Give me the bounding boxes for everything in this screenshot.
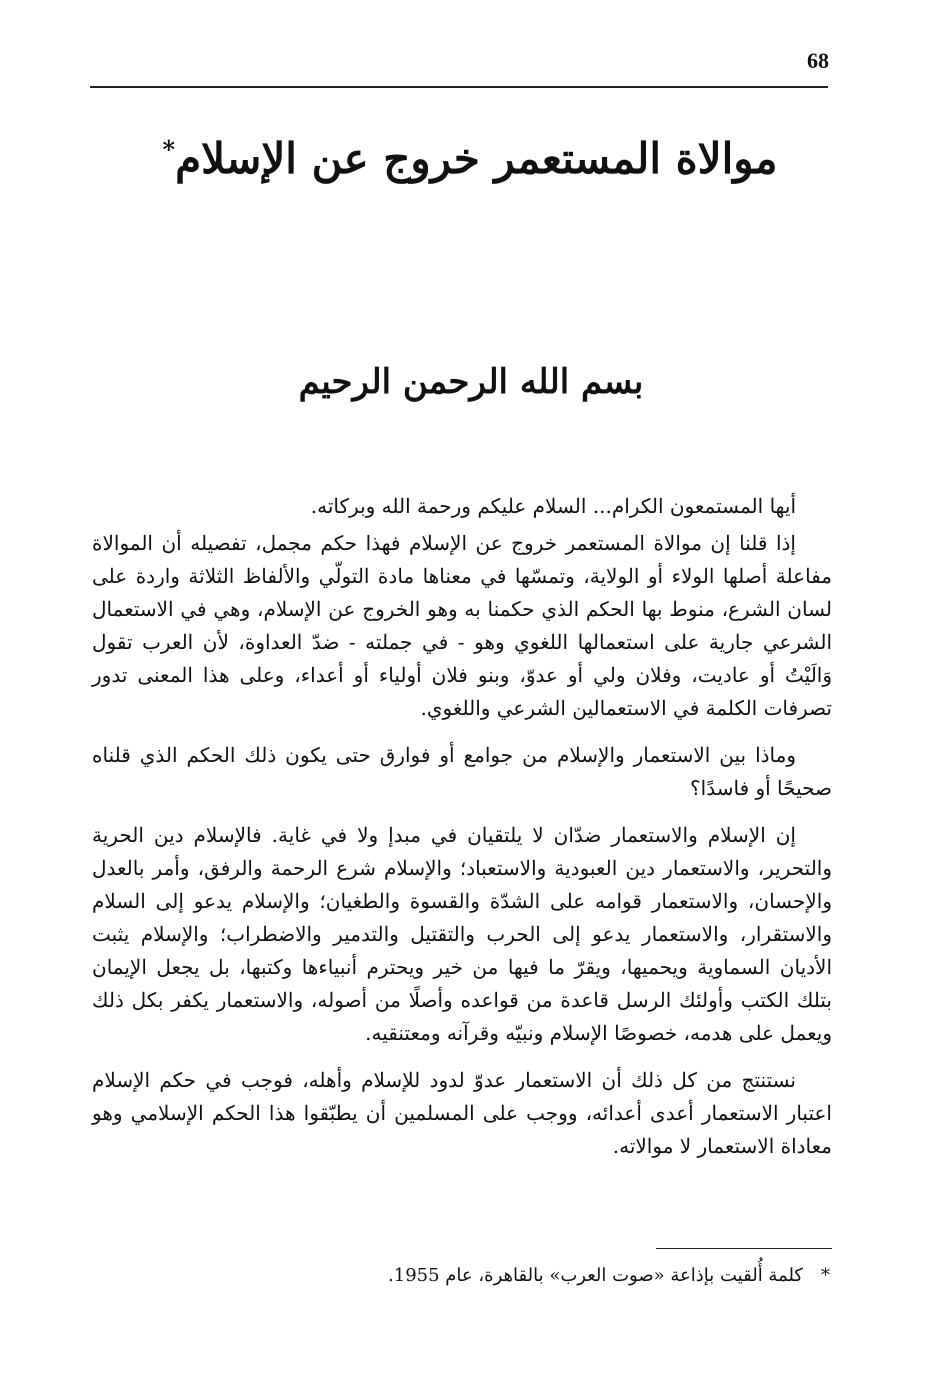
footnote bbox=[340, 1262, 830, 1290]
footnote-text: كلمة أُلقيت بإذاعة «صوت العرب» بالقاهرة، عام 1955. bbox=[388, 1265, 803, 1286]
footnote-rule bbox=[656, 1248, 832, 1249]
title-footnote-mark: * bbox=[162, 135, 176, 164]
header-rule bbox=[90, 86, 828, 88]
page-title bbox=[140, 120, 800, 189]
paragraph-contrast: إن الإسلام والاستعمار ضدّان لا يلتقيان في مبدإ ولا في غاية. فالإسلام دين الحرية والتحرير، والاستعمار دين العبودية والاستعباد؛ والإسلام شرع الرحمة والرفق، وأمر بالعدل والإحسان، والاستعمار قوامه على الشدّة والقسوة والطغيان؛ والإسلام يدعو إلى السلام والاستقرار، والاستعمار يدعو إلى الحرب والتقتيل والتدمير والاضطراب؛ والإسلام يثبت الأديان السماوية ويحميها، ويقرّ ما فيها من خير ويحترم أنبياءها وكتبها، بل يجعل الإيمان بتلك الكتب وأولئك الرسل قاعدة من قواعده وأصلًا من أصوله، والاستعمار يكفر بكل ذلك ويعمل على هدمه، خصوصًا الإسلام ونبيّه وقرآنه ومعتنقيه. bbox=[92, 823, 832, 1045]
paragraph-greeting: أيها المستمعون الكرام... السلام عليكم ورحمة الله وبركاته. bbox=[310, 494, 796, 518]
paragraph-definition: إذا قلنا إن موالاة المستعمر خروج عن الإسلام فهذا حكم مجمل، تفصيله أن الموالاة مفاعلة أصلها الولاء أو الولاية، وتمسّها في معناها مادة التولّي والألفاظ الثلاثة واردة على لسان الشرع، منوط بها الحكم الذي حكمنا به وهو الخروج عن الإسلام، وهي في الاستعمال الشرعي جارية على استعمالها اللغوي وهو - في جملته - ضدّ العداوة، لأن العرب تقول وَالَيْتُ أو عاديت، وفلان ولي أو عدوّ، وبنو فلان أولياء أو أعداء، وعلى هذا المعنى تدور تصرفات الكلمة في الاستعمالين الشرعي واللغوي. bbox=[92, 531, 832, 720]
article-body bbox=[92, 490, 832, 1177]
page-title-text: موالاة المستعمر خروج عن الإسلام bbox=[175, 134, 778, 183]
paragraph-question: وماذا بين الاستعمار والإسلام من جوامع أو فوارق حتى يكون ذلك الحكم الذي قلناه صحيحًا أو فاسدًا؟ bbox=[92, 743, 832, 800]
footnote-mark: * bbox=[821, 1265, 830, 1286]
page-number: 68 bbox=[807, 48, 829, 73]
basmala: بسم الله الرحمن الرحيم bbox=[298, 362, 644, 402]
paragraph-conclusion: نستنتج من كل ذلك أن الاستعمار عدوّ لدود للإسلام وأهله، فوجب في حكم الإسلام اعتبار الاستعمار أعدى أعدائه، ووجب على المسلمين أن يطبّقوا هذا الحكم الإسلامي وهو معاداة الاستعمار لا موالاته. bbox=[92, 1068, 832, 1158]
